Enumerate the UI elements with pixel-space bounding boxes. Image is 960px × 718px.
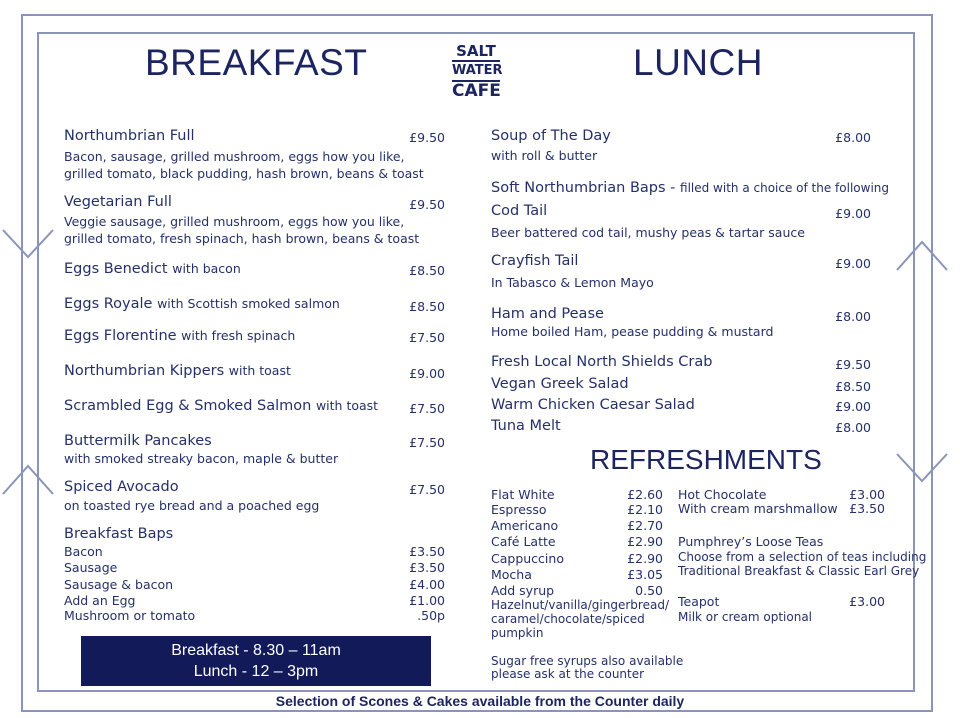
menu-item-note: with fresh spinach xyxy=(181,328,296,343)
logo-line: CAFE xyxy=(452,81,501,101)
menu-item-price: £9.00 xyxy=(409,366,445,381)
breakfast-title: BREAKFAST xyxy=(145,42,368,83)
menu-item-title: Eggs Royale xyxy=(64,296,153,312)
menu-item-price: £8.50 xyxy=(409,299,445,314)
menu-item-name: Spiced Avocado xyxy=(64,479,179,495)
menu-item-name xyxy=(64,363,291,379)
opening-hours-box xyxy=(81,636,431,686)
menu-item-desc: on toasted rye bread and a poached egg xyxy=(64,498,320,513)
drink-price: £2.70 xyxy=(627,518,663,533)
bap-price: £4.00 xyxy=(409,577,445,592)
menu-item-title: Scrambled Egg & Smoked Salmon xyxy=(64,398,312,414)
menu-item-price: £7.50 xyxy=(409,435,445,450)
menu-item-name: Tuna Melt xyxy=(491,418,561,434)
drink-name: Flat White xyxy=(491,487,555,502)
teapot-desc: Milk or cream optional xyxy=(678,610,813,624)
bap-price: £1.00 xyxy=(409,593,445,608)
sugar-free-note: Sugar free syrups also available xyxy=(491,654,684,668)
drink-name: Café Latte xyxy=(491,534,556,549)
menu-item-name: Warm Chicken Caesar Salad xyxy=(491,397,695,413)
menu-item-name: Crayfish Tail xyxy=(491,253,579,269)
logo-line: SALT xyxy=(452,42,500,62)
baps-title: Breakfast Baps xyxy=(64,526,174,542)
menu-item-title: Eggs Benedict xyxy=(64,261,168,277)
drink-price: £2.90 xyxy=(627,551,663,566)
bap-item: Add an Egg xyxy=(64,593,136,608)
drink-price: 0.50 xyxy=(635,583,663,598)
menu-item-desc: grilled tomato, black pudding, hash brown, beans & toast xyxy=(64,166,424,181)
menu-item-price: £8.50 xyxy=(835,379,871,394)
teas-title: Pumphrey’s Loose Teas xyxy=(678,534,824,549)
hours-line: Lunch - 12 – 3pm xyxy=(193,663,319,680)
menu-item-name xyxy=(64,398,378,414)
menu-item-name: Ham and Pease xyxy=(491,306,604,322)
drink-name: Cappuccino xyxy=(491,551,564,566)
menu-item-price: £9.00 xyxy=(835,256,871,271)
bap-price: £3.50 xyxy=(409,560,445,575)
menu-item-note: with bacon xyxy=(172,261,241,276)
drink-name: Add syrup xyxy=(491,583,555,598)
menu-item-price: £8.50 xyxy=(409,263,445,278)
menu-item-desc: In Tabasco & Lemon Mayo xyxy=(491,275,654,290)
lunch-title: LUNCH xyxy=(633,42,763,83)
menu-item-price: £8.00 xyxy=(835,309,871,324)
menu-item-name xyxy=(64,328,295,344)
menu-item-desc: grilled tomato, fresh spinach, hash brown, beans & toast xyxy=(64,231,420,246)
syrup-flavours: caramel/chocolate/spiced xyxy=(491,612,645,626)
menu-item-desc: with roll & butter xyxy=(491,148,598,163)
sugar-free-note: please ask at the counter xyxy=(491,667,645,681)
menu-item-name xyxy=(64,261,241,277)
drink-name: Hot Chocolate xyxy=(678,487,767,502)
chevron-up-icon xyxy=(897,242,947,270)
menu-item-name: Vegan Greek Salad xyxy=(491,376,629,392)
hours-line: Breakfast - 8.30 – 11am xyxy=(171,642,341,659)
menu-item-name xyxy=(64,296,340,312)
baps-heading-note: filled with a choice of the following xyxy=(680,181,890,195)
teas-desc: Traditional Breakfast & Classic Earl Grey xyxy=(678,564,920,578)
bap-price: .50p xyxy=(417,608,445,623)
refreshments-title: REFRESHMENTS xyxy=(590,444,822,475)
menu-item-name: Vegetarian Full xyxy=(64,194,172,210)
menu-item-price: £9.00 xyxy=(835,206,871,221)
menu-item-name: Soup of The Day xyxy=(491,128,611,144)
drink-price: £2.90 xyxy=(627,534,663,549)
menu-item-price: £9.00 xyxy=(835,399,871,414)
menu-item-price: £9.50 xyxy=(409,130,445,145)
menu-item-note: with toast xyxy=(228,363,291,378)
drink-price: £2.10 xyxy=(627,502,663,517)
drink-name: Espresso xyxy=(491,502,547,517)
drink-price: £3.00 xyxy=(849,487,885,502)
menu-item-price: £9.50 xyxy=(409,197,445,212)
bap-item: Bacon xyxy=(64,544,103,559)
drink-price: £3.05 xyxy=(627,567,663,582)
bap-item: Sausage xyxy=(64,560,118,575)
logo-line: WATER xyxy=(452,63,503,78)
syrup-flavours: pumpkin xyxy=(491,626,544,640)
menu-item-price: £7.50 xyxy=(409,482,445,497)
menu-item-price: £8.00 xyxy=(835,420,871,435)
menu-item-price: £8.00 xyxy=(835,130,871,145)
menu-item-price: £9.50 xyxy=(835,357,871,372)
drink-name: With cream marshmallow xyxy=(678,501,838,516)
drink-name: Mocha xyxy=(491,567,532,582)
menu-item-price: £7.50 xyxy=(409,330,445,345)
menu-item-name: Northumbrian Full xyxy=(64,128,195,144)
chevron-down-icon xyxy=(3,230,53,257)
bap-price: £3.50 xyxy=(409,544,445,559)
bap-item: Sausage & bacon xyxy=(64,577,174,592)
salt-water-cafe-logo xyxy=(452,42,503,122)
menu-item-name: Cod Tail xyxy=(491,203,548,219)
footer-note: Selection of Scones & Cakes available from the Counter daily xyxy=(275,693,685,709)
menu-item-desc: with smoked streaky bacon, maple & butter xyxy=(64,451,339,466)
drink-price: £3.00 xyxy=(849,594,885,609)
drink-price: £3.50 xyxy=(849,501,885,516)
menu-item-note: with Scottish smoked salmon xyxy=(157,296,340,311)
drink-name: Americano xyxy=(491,518,559,533)
menu-item-name: Fresh Local North Shields Crab xyxy=(491,354,713,370)
menu-item-price: £7.50 xyxy=(409,401,445,416)
menu-item-title: Eggs Florentine xyxy=(64,328,177,344)
drink-name: Teapot xyxy=(678,594,720,609)
menu-item-desc: Veggie sausage, grilled mushroom, eggs how you like, xyxy=(64,214,405,229)
drink-price: £2.60 xyxy=(627,487,663,502)
menu-item-desc: Beer battered cod tail, mushy peas & tartar sauce xyxy=(491,225,805,240)
menu-item-note: with toast xyxy=(315,398,379,413)
menu-item-name: Buttermilk Pancakes xyxy=(64,433,212,449)
chevron-up-icon xyxy=(3,466,53,494)
menu-item-desc: Home boiled Ham, pease pudding & mustard xyxy=(491,324,774,339)
menu-item-desc: Bacon, sausage, grilled mushroom, eggs how you like, xyxy=(64,149,405,164)
chevron-down-icon xyxy=(897,454,947,481)
teas-desc: Choose from a selection of teas including xyxy=(678,550,927,564)
baps-heading-title: Soft Northumbrian Baps - xyxy=(491,180,676,196)
menu-item-title: Northumbrian Kippers xyxy=(64,363,225,379)
syrup-flavours: Hazelnut/vanilla/gingerbread/ xyxy=(491,598,669,612)
baps-heading xyxy=(491,180,889,196)
bap-item: Mushroom or tomato xyxy=(64,608,196,623)
